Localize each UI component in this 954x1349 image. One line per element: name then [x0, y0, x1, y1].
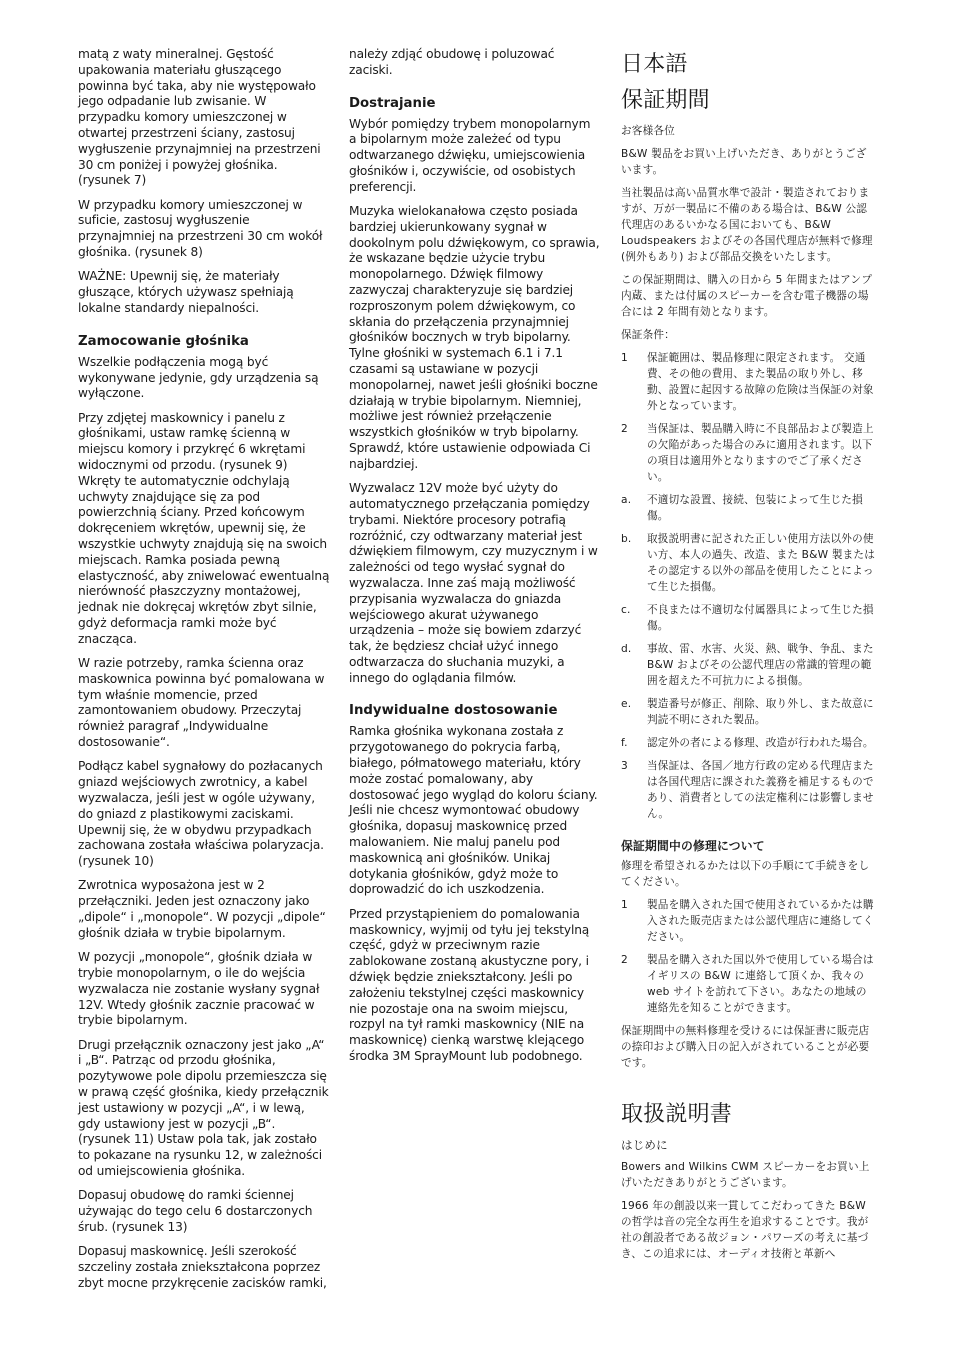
- paragraph: 保証条件：: [621, 329, 675, 341]
- list-item: b. 取扱説明書に記された正しい使用方法以外の使い方、本人の過失、改造、また B&W 製またはその認定する以外の部品を使用したことによって生じた損傷。: [621, 533, 876, 593]
- paragraph: W pozycji „monopole“, głośnik działa w trybie monopolarnym, o ile do wejścia wyzwalacza nie zostanie wysłany sygnał 12V. Wtedy głośnik zacznie pracować w trybie bipolarnym.: [78, 950, 320, 1028]
- paragraph: お客様各位: [621, 125, 675, 137]
- list-item: 1 保証範囲は、製品修理に限定されます。 交通費、その他の費用、また製品の取り外し、移動、設置に起因する故障の危険は当保証の対象外となっています。: [621, 352, 874, 412]
- paragraph: 保証期間中の無料修理を受けるには保証書に販売店の捺印および購入日の記入がされていることが必要です。: [621, 1025, 870, 1069]
- paragraph: Ramka głośnika wykonana została z przygotowanego do pokrycia farbą, białego, półmatowego materiału, który może zostać pomalowany, aby dostosować jego wygląd do koloru ściany. Jeśli nie chcesz wymontować obudowy głośnika, dopasuj maskownicę przed malowaniem. Nie maluj panelu pod maskownicą ani głośników. Unikaj dotykania głośników, gdyż może to doprowadzić do ich uszkodzenia.: [349, 724, 598, 897]
- list-item: a. 不適切な設置、接続、包装によって生じた損傷。: [621, 494, 863, 522]
- paragraph: 1966 年の創設以来一貫してこだわってきた B&W の哲学は音の完全な再生を追求することです。我が社の創設者である故ジョン・パワーズの考えに基づき、この追求には、オーディオ技術と革新へ: [621, 1200, 869, 1260]
- paragraph: Zwrotnica wyposażona jest w 2 przełączniki. Jeden jest oznaczony jako „dipole“ i „monopole“. W pozycji „dipole“ głośnik działa w trybie bipolarnym.: [78, 878, 326, 940]
- paragraph: Wybór pomiędzy trybem monopolarnym a bipolarnym może zależeć od typu odtwarzanego dźwięku, umiejscowienia głośników i, oczywiście, od osobistych preferencji.: [349, 116, 591, 194]
- paragraph: Wyzwalacz 12V może być użyty do automatycznego przełączania pomiędzy trybami. Niektóre procesory potrafią rozróżnić, czy odtwarzany materiał jest dźwiękiem filmowym, czy muzycznym i w zależności od tego wysłać sygnał do wyzwalacza. Inne zaś mają możliwość przypisania wyzwalacza do gniazda wejściowego akurat używanego urządzenia – może się bowiem zdarzyć tak, że będziesz chciał użyć innego odtwarzacza do słuchania muzyki, a innego do oglądania filmów.: [349, 481, 598, 685]
- paragraph: WAŻNE: Upewnij się, że materiały głuszące, których używasz spełniają lokalne standardy niepalności.: [78, 269, 294, 315]
- paragraph: Podłącz kabel sygnałowy do pozłacanych gniazd wejściowych zwrotnicy, a kabel wyzwalacza, jeśli jest w ogóle używany, do gniazd z plastikowymi zaciskami. Upewnij się, że w obydwu przypadkach zachowana została właściwa polaryzacja. (rysunek 10): [78, 759, 324, 869]
- paragraph: Muzyka wielokanałowa często posiada bardziej ukierunkowany sygnał w dookolnym polu dźwiękowym, co sprawia, że wskazane będzie użycie trybu monopolarnego. Dźwięk filmowy zazwyczaj charakteryzuje się bardziej rozproszonym polem dźwiękowym, co skłania do przełączenia przynajmniej głośników bocznych w tryb bipolarny. Tylne głośniki w systemach 6.1 i 7.1 czasami są ustawiane w pozycji monopolarnej, nawet jeśli głośniki boczne działają w trybie bipolarnym. Niemniej, możliwe jest również przełączenie wszystkich głośników w tryb bipolarny. Sprawdź, które ustawienie odpowiada Ci najbardziej.: [349, 204, 600, 471]
- warranty-title: 保証期間: [621, 88, 710, 113]
- paragraph: Drugi przełącznik oznaczony jest jako „A“ i „B“. Patrząc od przodu głośnika, pozytywowe pole dipolu przemieszcza się w prawą część głośnika, kiedy przełącznik jest ustawiony w pozycji „A“, i w lewą, gdy ustawiony jest w pozycji „B“. (rysunek 11) Ustaw pola tak, jak zostało to pokazane na rysunku 12, w zależności od umiejscowienia głośnika.: [78, 1037, 329, 1178]
- repair-steps-list: [621, 897, 877, 1016]
- manual-title: 取扱説明書: [621, 1102, 733, 1127]
- section-heading-mounting: Zamocowanie głośnika: [78, 333, 249, 349]
- paragraph: Dopasuj maskownicę. Jeśli szerokość szczeliny została zniekształcona poprzez zbyt mocne przykręcenie zacisków ramki,: [78, 1244, 327, 1290]
- section-heading-repair: 保証期間中の修理について: [621, 839, 765, 853]
- paragraph: Dopasuj obudowę do ramki ściennej używając do tego celu 6 dostarczonych śrub. (rysunek 13): [78, 1188, 313, 1234]
- paragraph: Bowers and Wilkins CWM スピーカーをお買い上げいただきありがとうございます。: [621, 1161, 870, 1189]
- paragraph: W razie potrzeby, ramka ścienna oraz maskownica powinna być pomalowana w tym właśnie momencie, przed zamontowaniem obudowy. Przeczytaj również paragraf „Indywidualne dostosowanie“.: [78, 656, 325, 750]
- list-item: d. 事故、雷、水害、火災、熱、戦争、争乱、また B&W およびその公認代理店の常識的管理の範囲を超えた不可抗力による損傷。: [621, 643, 874, 687]
- paragraph: この保証期間は、購入の日から 5 年間またはアンプ内蔵、または付属のスピーカーを含む電子機器の場合には 2 年間有効となります。: [621, 274, 873, 318]
- paragraph: Przy zdjętej maskownicy i panelu z głośnikami, ustaw ramkę ścienną w miejscu komory i przykręć 6 wkrętami widocznymi od przodu. (rysunek 9) Wkręty te automatycznie odchylają uchwyty znajdujące się za pod powierzchnią ściany. Przed końcowym dokręceniem wkrętów, upewnij się, że wszystkie uchwyty znajdują się na swoich miejscach. Ramka posiada pewną elastyczność, aby zniwelować ewentualną nierówność płaszczyzny montażowej, jednak nie dokręcaj wkrętów zbyt silnie, gdyż deformacja ramki może być znacząca.: [78, 410, 330, 646]
- paragraph: 修理を希望されるかたは以下の手順にて手続きをしてください。: [621, 860, 870, 888]
- paragraph: Przed przystąpieniem do pomalowania maskownicy, wyjmij od tyłu jej tekstylną część, gdyż w przeciwnym razie zablokowane zostaną akustyczne pory, i dźwięk będzie zniekształcony. Jeśli po założeniu tekstylnej części maskownicy nie pozostaje ona na swoim miejscu, rozpyl na tył ramki maskownicy (NIE na maskownicę) cienką warstwę klejącego środka 3M SprayMount lub podobnego.: [349, 906, 590, 1063]
- language-title: 日本語: [621, 52, 688, 77]
- section-heading-tuning: Dostrajanie: [349, 95, 436, 111]
- column-polish-middle: [349, 47, 601, 1073]
- list-item: c. 不良または不適切な付属器具によって生じた損傷。: [621, 604, 874, 632]
- column-japanese: [621, 47, 877, 1269]
- subsection-heading-intro: はじめに: [621, 1138, 668, 1152]
- list-item: 2 当保証は、製品購入時に不良部品および製造上の欠陥があった場合のみに適用されます。以下の項目は適用外となりますのでご了承ください。: [621, 423, 874, 483]
- list-item: e. 製造番号が修正、削除、取り外し、また故意に判読不明にされた製品。: [621, 698, 874, 726]
- list-item: f. 認定外の者による修理、改造が行われた場合。: [621, 737, 874, 749]
- warranty-conditions-list: [621, 350, 877, 822]
- section-heading-customization: Indywidualne dostosowanie: [349, 703, 558, 719]
- list-item: 2 製品を購入された国以外で使用している場合はイギリスの B&W に連絡して頂くか、我々の web サイトを訪れて下さい。あなたの地域の連絡先を知ることができます。: [621, 954, 874, 1014]
- paragraph: B&W 製品をお買い上げいただき、ありがとうございます。: [621, 148, 867, 176]
- paragraph: 当社製品は高い品質水準で設計・製造されておりますが、万が一製品に不備のある場合は、B&W 公認代理店のあるいかなる国においても、B&W Loudspeakers およびその各国代理店が無料で修理(例外もあり) および部品交換をいたします。: [621, 187, 873, 263]
- list-item: 3 当保証は、各国／地方行政の定める代理店または各国代理店に課された義務を補足するものであり、消費者としての法定権利には影響しません。: [621, 760, 874, 820]
- paragraph: należy zdjąć obudowę i poluzować zaciski.: [349, 47, 555, 77]
- list-item: 1 製品を購入された国で使用されているかたは購入された販売店または公認代理店に連絡してください。: [621, 899, 874, 943]
- paragraph: matą z waty mineralnej. Gęstość upakowania materiału głuszącego powinna być taka, aby nie występowało jego odpadanie lub zwisanie. W przypadku komory umieszczonej w otwartej przestrzeni ściany, zastosuj wygłuszenie przynajmniej na przestrzeni 30 cm poniżej i powyżej głośnika. (rysunek 7): [78, 47, 321, 188]
- paragraph: Wszelkie podłączenia mogą być wykonywane jedynie, gdy urządzenia są wyłączone.: [78, 354, 319, 401]
- column-polish-left: [78, 47, 330, 1300]
- paragraph: W przypadku komory umieszczonej w suficie, zastosuj wygłuszenie przynajmniej na przestrzeni 30 cm wokół głośnika. (rysunek 8): [78, 197, 323, 260]
